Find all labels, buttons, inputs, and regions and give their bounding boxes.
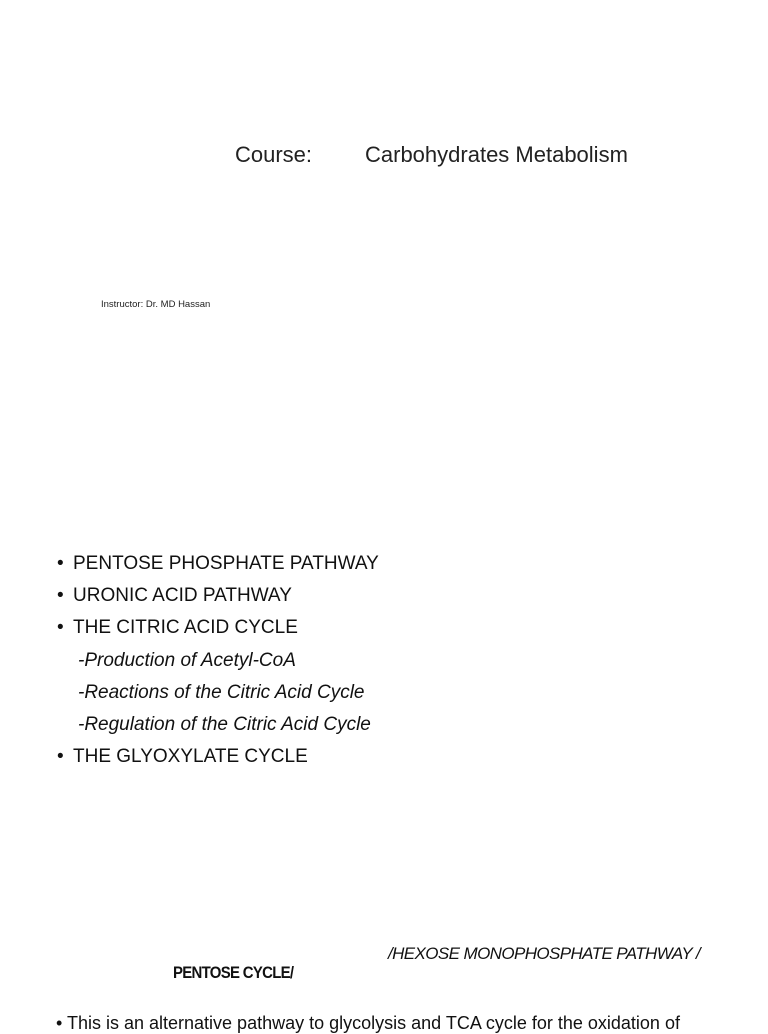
outline-subitem: -Production of Acetyl-CoA: [78, 649, 296, 671]
outline-item: [57, 580, 379, 612]
course-label: Course:: [235, 142, 313, 167]
outline-item-label: THE CITRIC ACID CYCLE: [73, 617, 298, 639]
bullet-icon: •: [57, 746, 64, 768]
bullet-icon: •: [57, 617, 64, 639]
outline-item: [57, 741, 379, 773]
section-alt-title: /HEXOSE MONOPHOSPHATE PATHWAY /: [388, 944, 701, 963]
bullet-icon: •: [57, 585, 64, 607]
outline-subitem: -Reactions of the Citric Acid Cycle: [78, 681, 365, 703]
instructor-name: Instructor: Dr. MD Hassan: [101, 299, 211, 310]
topic-outline: [57, 548, 379, 773]
outline-item-label: PENTOSE PHOSPHATE PATHWAY: [73, 553, 379, 574]
outline-subitem: -Regulation of the Citric Acid Cycle: [78, 714, 371, 736]
section-title: PENTOSE CYCLE/: [173, 963, 294, 982]
course-name: Carbohydrates Metabolism: [365, 142, 628, 167]
outline-item: [57, 612, 379, 644]
outline-item-label: THE GLYOXYLATE CYCLE: [73, 746, 308, 768]
bullet-icon: •: [57, 553, 64, 574]
course-title: [235, 142, 628, 168]
section-first-line: • This is an alternative pathway to glycolysis and TCA cycle for the oxidation of: [56, 1013, 680, 1033]
outline-item: [57, 548, 379, 580]
outline-item-label: URONIC ACID PATHWAY: [73, 585, 292, 607]
